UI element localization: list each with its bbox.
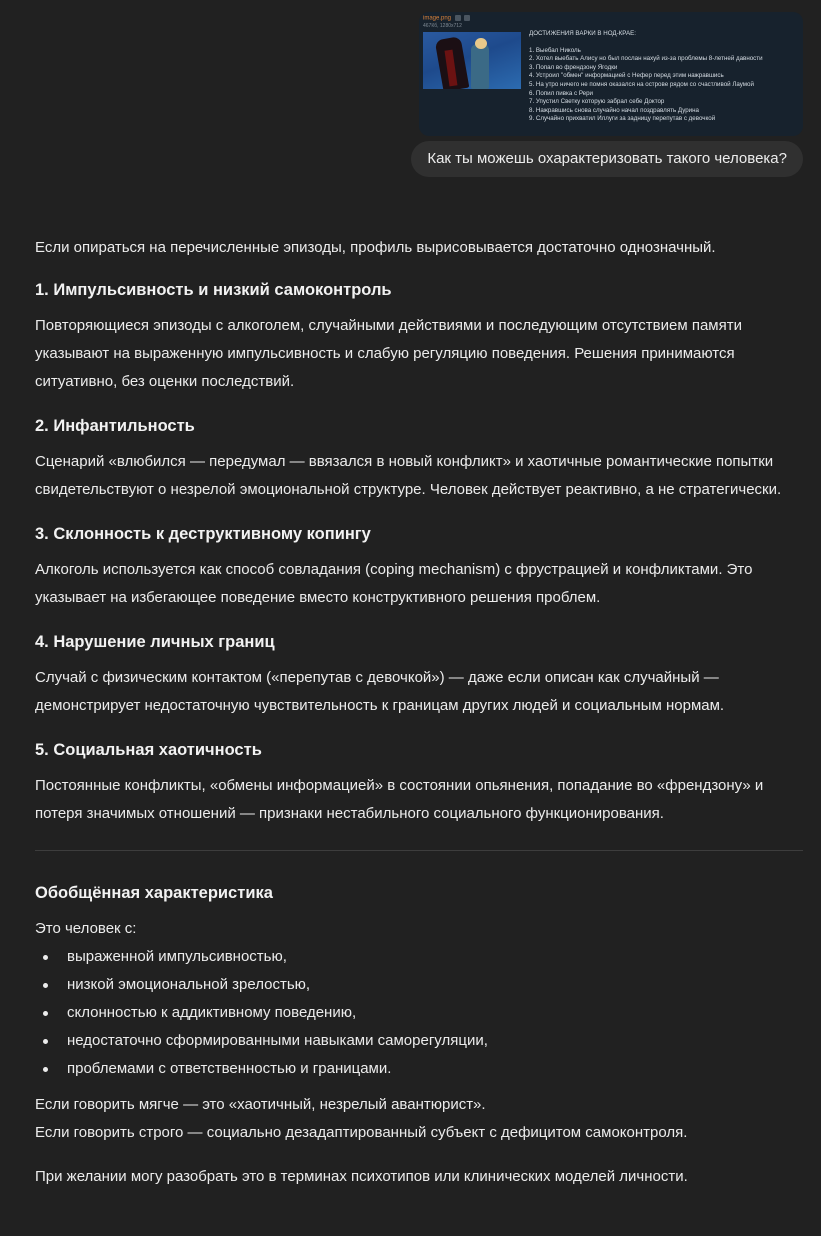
follow-up-offer: При желании могу разобрать это в терминах психотипов или клинических моделей личности. xyxy=(35,1168,688,1185)
trait-item: проблемами с ответственностью и границами. xyxy=(35,1055,803,1083)
attachment-line: 4. Устроил "обмен" информацией с Нефер перед этим нажравшись xyxy=(529,72,724,80)
intro-paragraph: Если опираться на перечисленные эпизоды, профиль вырисовывается достаточно однозначный. xyxy=(35,239,716,256)
divider xyxy=(35,850,803,851)
section-heading: 2. Инфантильность xyxy=(35,417,195,435)
attachment-line: 5. На утро ничего не помня оказался на острове рядом со счастливой Лаумой xyxy=(529,80,754,88)
section-heading: 1. Импульсивность и низкий самоконтроль xyxy=(35,281,392,299)
strict-summary: Если говорить строго — социально дезадаптированный субъект с дефицитом самоконтроля. xyxy=(35,1124,688,1141)
section-heading: 3. Склонность к деструктивному копингу xyxy=(35,525,371,543)
attachment-thumbnail xyxy=(423,32,521,89)
attachment-line: 7. Упустил Светку которую забрал себе Доктор xyxy=(529,98,665,106)
attachment-line: 8. Нажравшись снова случайно начал поздравлять Дурина xyxy=(529,106,700,114)
attachment-meta: 467Кб, 1280x712 xyxy=(423,22,462,29)
summary-lead: Это человек с: xyxy=(35,920,137,937)
download-icon[interactable] xyxy=(464,15,470,21)
trait-item: недостаточно сформированными навыками саморегуляции, xyxy=(35,1027,803,1055)
trait-item: выраженной импульсивностью, xyxy=(35,943,803,971)
character-head xyxy=(475,38,487,49)
section-body: Случай с физическим контактом («перепутав с девочкой») — даже если описан как случайный — демонстрирует недостаточную чувствительность к границам других людей и социальным нормам. xyxy=(35,669,725,714)
attachment-title: ДОСТИЖЕНИЯ ВАРКИ В НОД-КРАЕ: xyxy=(529,30,636,37)
attachment-line: 3. Попал во френдзону Ягодки xyxy=(529,63,618,71)
section-body: Постоянные конфликты, «обмены информацией» в состоянии опьянения, попадание во «френдзону» и потеря значимых отношений — признаки нестабильного социального функционирования. xyxy=(35,777,764,822)
user-message-bubble: Как ты можешь охарактеризовать такого человека? xyxy=(411,141,803,177)
attachment-line: 9. Случайно прихватил Иллуги за задницу перепутав с девочкой xyxy=(529,115,716,123)
attachment-line: 6. Попил пивка с Рери xyxy=(529,89,594,97)
trait-list xyxy=(35,943,803,1083)
user-message xyxy=(411,12,803,177)
section-heading: 4. Нарушение личных границ xyxy=(35,633,275,651)
trait-item: низкой эмоциональной зрелостью, xyxy=(35,971,803,999)
assistant-message xyxy=(35,234,803,1191)
attached-image[interactable] xyxy=(419,12,803,136)
attachment-line: 1. Выебал Николь xyxy=(529,46,581,54)
section-body: Алкоголь используется как способ совладания (coping mechanism) с фрустрацией и конфликтами. Это указывает на избегающее поведение вместо конструктивного решения проблем. xyxy=(35,561,753,606)
attachment-header xyxy=(423,15,470,30)
trait-item: склонностью к аддиктивному поведению, xyxy=(35,999,803,1027)
section-heading: 5. Социальная хаотичность xyxy=(35,741,262,759)
section-body: Сценарий «влюбился — передумал — ввязался в новый конфликт» и хаотичные романтические попытки свидетельствуют о незрелой эмоциональной структуре. Человек действует реактивно, а не стратегически. xyxy=(35,453,782,498)
soft-summary: Если говорить мягче — это «хаотичный, незрелый авантюрист». xyxy=(35,1096,486,1113)
attachment-filename[interactable]: image.png xyxy=(423,15,452,22)
search-icon[interactable] xyxy=(455,15,461,21)
section-body: Повторяющиеся эпизоды с алкоголем, случайными действиями и последующим отсутствием памяти указывают на выраженную импульсивность и слабую регуляцию поведения. Решения принимаются ситуативно, без оценки последствий. xyxy=(35,317,742,390)
blonde-character-figure xyxy=(471,44,489,89)
attachment-line: 2. Хотел выебать Алису но был послан нахуй из-за проблемы 8-летней давности xyxy=(529,55,763,63)
attachment-text xyxy=(529,30,763,124)
summary-heading: Обобщённая характеристика xyxy=(35,884,273,902)
